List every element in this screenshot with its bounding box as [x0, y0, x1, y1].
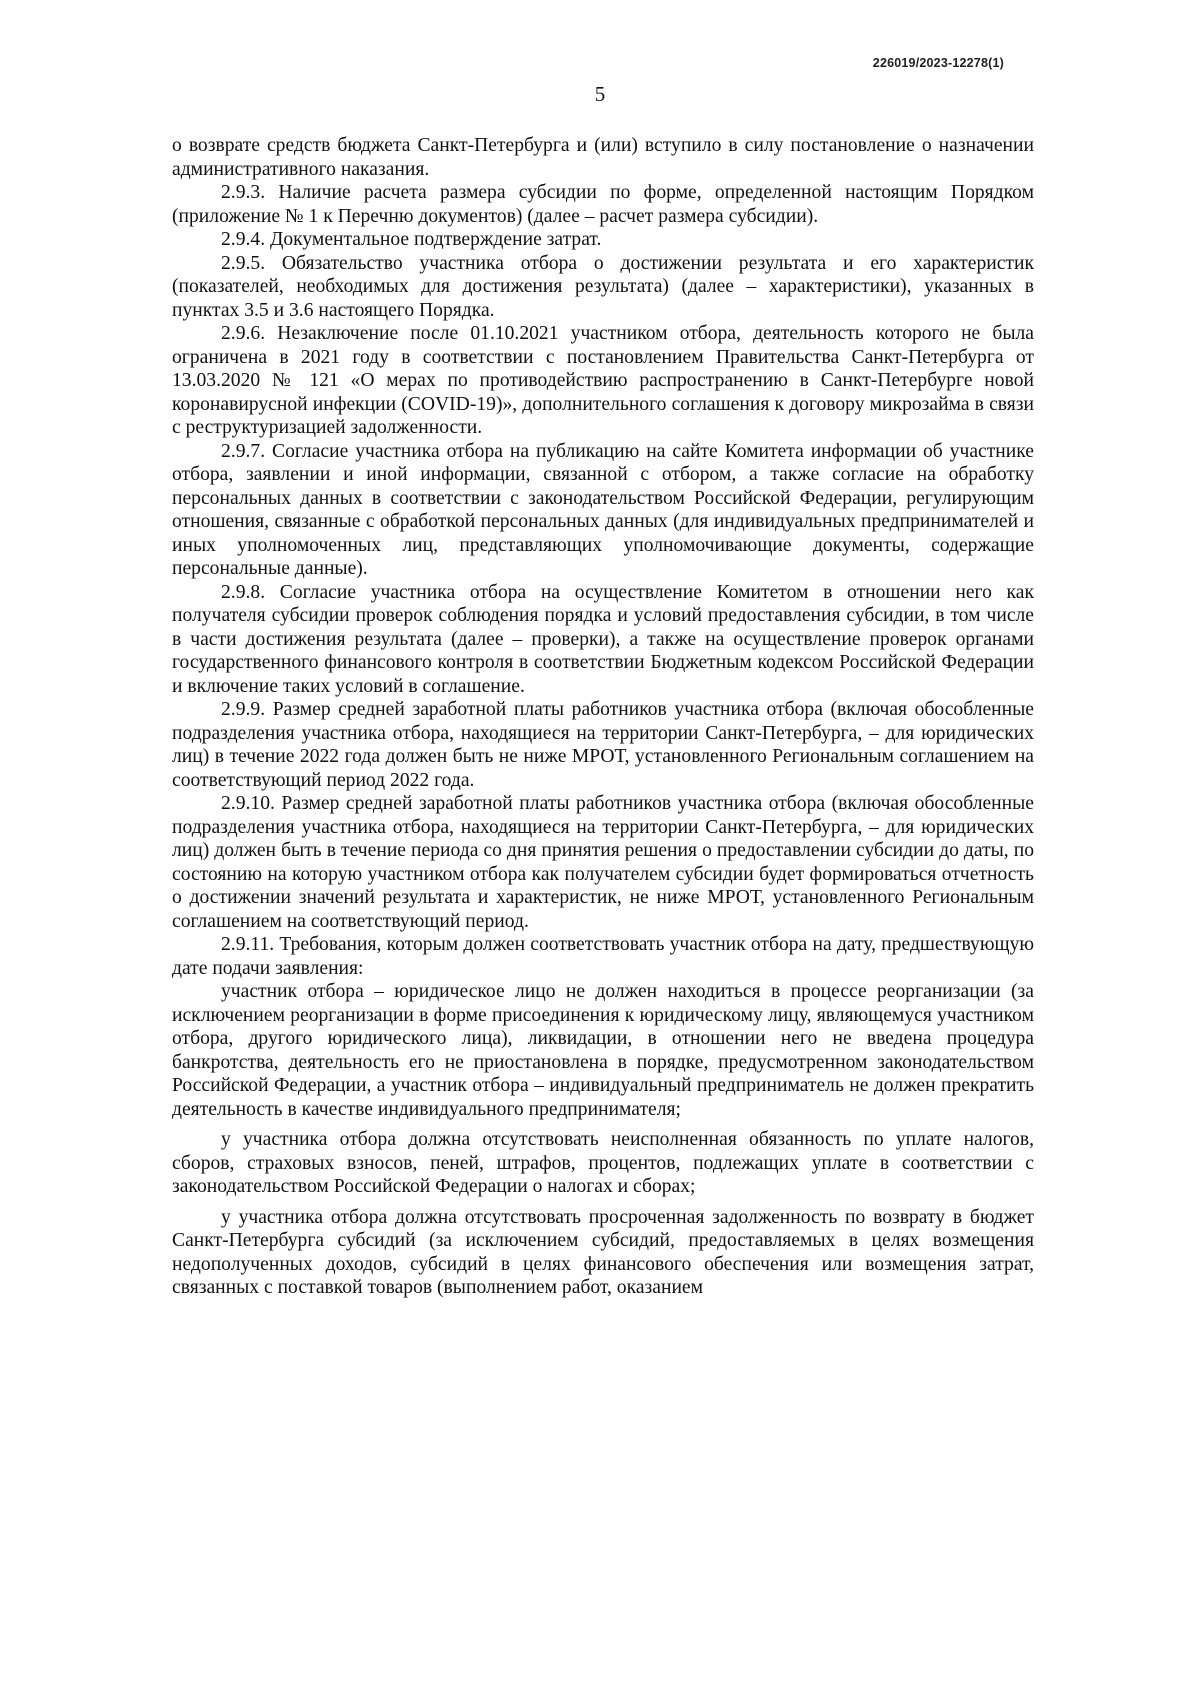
requirement-budget-debt: у участника отбора должна отсутствовать просроченная задолженность по возврату в бюджет Санкт-Петербурга субсидий (за исключением субсидий, предоставляемых в целях возмещения недополученных доходов, субсидий в целях финансового обеспечения или возмещения затрат, связанных с поставкой товаров (выполнением работ, оказанием [172, 1206, 1034, 1298]
paragraph-2-9-9: 2.9.9. Размер средней заработной платы работников участника отбора (включая обособленные подразделения участника отбора, находящиеся на территории Санкт-Петербурга, – для юридических лиц) в течение 2022 года должен быть не ниже МРОТ, установленного Региональным соглашением на соответствующий период 2022 года. [172, 699, 1034, 791]
paragraph-2-9-5: 2.9.5. Обязательство участника отбора о достижении результата и его характеристик (показателей, необходимых для достижения результата) (далее – характеристики), указанных в пунктах 3.5 и 3.6 настоящего Порядка. [172, 252, 1034, 321]
document-registration-number: 226019/2023-12278(1) [872, 56, 1004, 70]
paragraph-2-9-6: 2.9.6. Незаключение после 01.10.2021 участником отбора, деятельность которого не была ограничена в 2021 году в соответствии с постановлением Правительства Санкт-Петербурга от 13.03.2020 № 121 «О мерах по противодействию распространению в Санкт-Петербурге новой коронавирусной инфекции (COVID-19)», дополнительного соглашения к договору микрозайма в связи с реструктуризацией задолженности. [172, 323, 1034, 438]
paragraph-2-9-10: 2.9.10. Размер средней заработной платы работников участника отбора (включая обособленные подразделения участника отбора, находящиеся на территории Санкт-Петербурга, – для юридических лиц) должен быть в течение периода со дня принятия решения о предоставлении субсидии до даты, по состоянию на которую участником отбора как получателем субсидии будет формироваться отчетность о достижении значений результата и характеристик, не ниже МРОТ, установленного Региональным соглашением на соответствующий период. [172, 793, 1034, 932]
requirement-tax-obligations: у участника отбора должна отсутствовать неисполненная обязанность по уплате налогов, сборов, страховых взносов, пеней, штрафов, процентов, подлежащих уплате в соответствии с законодательством Российской Федерации о налогах и сборах; [172, 1129, 1034, 1197]
paragraph-2-9-4: 2.9.4. Документальное подтверждение затрат. [221, 229, 602, 250]
requirement-reorganization: участник отбора – юридическое лицо не должен находиться в процессе реорганизации (за исключением реорганизации в форме присоединения к юридическому лицу, являющемуся участником отбора, другого юридического лица), ликвидации, в отношении него не введена процедура банкротства, деятельность его не приостановлена в порядке, предусмотренном законодательством Российской Федерации, а участник отбора – индивидуальный предприниматель не должен прекратить деятельность в качестве индивидуального предпринимателя; [172, 981, 1034, 1120]
paragraph-2-9-8: 2.9.8. Согласие участника отбора на осуществление Комитетом в отношении него как получателя субсидии проверок соблюдения порядка и условий предоставления субсидии, в том числе в части достижения результата (далее – проверки), а также на осуществление проверок органами государственного финансового контроля в соответствии Бюджетным кодексом Российской Федерации и включение таких условий в соглашение. [172, 581, 1034, 697]
document-body [172, 134, 1034, 1300]
paragraph-2-9-11: 2.9.11. Требования, которым должен соответствовать участник отбора на дату, предшествующую дате подачи заявления: [172, 934, 1034, 979]
paragraph-2-9-3: 2.9.3. Наличие расчета размера субсидии по форме, определенной настоящим Порядком (приложение № 1 к Перечню документов) (далее – расчет размера субсидии). [172, 182, 1034, 227]
paragraph-2-9-7: 2.9.7. Согласие участника отбора на публикацию на сайте Комитета информации об участнике отбора, заявлении и иной информации, связанной с отбором, а также согласие на обработку персональных данных в соответствии с законодательством Российской Федерации, регулирующим отношения, связанные с обработкой персональных данных (для индивидуальных предпринимателей и иных уполномоченных лиц, представляющих уполномочивающие документы, содержащие персональные данные). [172, 440, 1034, 579]
page-number: 5 [594, 82, 606, 106]
paragraph-continuation: о возврате средств бюджета Санкт-Петербурга и (или) вступило в силу постановление о назначении административного наказания. [172, 135, 1034, 180]
